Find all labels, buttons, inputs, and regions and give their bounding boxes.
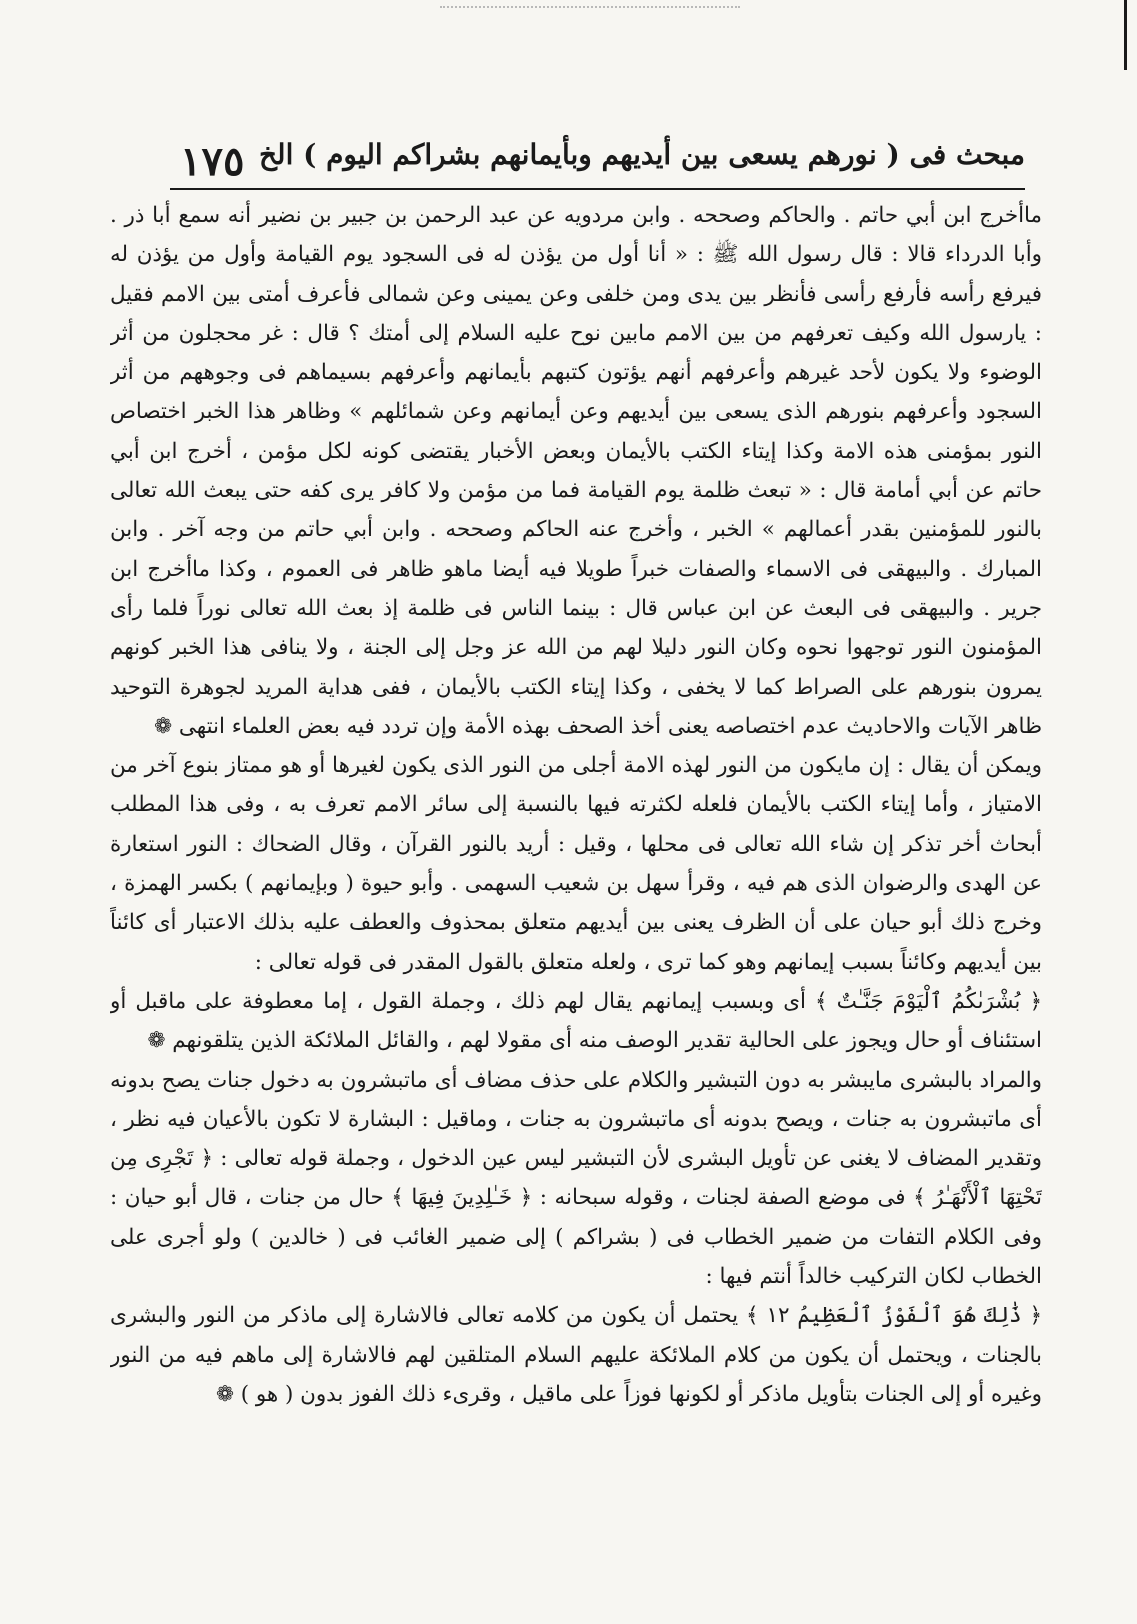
- paragraph: والمراد بالبشرى مايبشر به دون التبشير والكلام على حذف مضاف أى ماتبشرون به دخول جنات يصح بدونه أى ماتبشرون به جنات ، ويصح بدونه أى ماتبشرون به جنات ، وماقيل : البشارة لا تكون بالأعيان فيه نظر ، وتقدير المضاف لا يغنى عن تأويل البشرى لأن التبشير ليس عين الدخول ، وجملة قوله تعالى : ﴿ تَجْرِى مِن تَحْتِهَا ٱلْأَنْهَـٰرُ ﴾ فى موضع الصفة لجنات ، وقوله سبحانه : ﴿ خَـٰلِدِينَ فِيهَا ﴾ حال من جنات ، قال أبو حيان : وفى الكلام التفات من ضمير الخطاب فى ( بشراكم ) إلى ضمير الغائب فى ( خالدين ) ولو أجرى على الخطاب لكان التركيب خالداً أنتم فيها :: [110, 1067, 1042, 1290]
- page-number: ١٧٥: [180, 138, 245, 185]
- page-header: [170, 138, 1025, 188]
- paragraph: ﴿ بُشْرَىٰكُمُ ٱلْيَوْمَ جَنَّـٰتٌ ﴾ أى وبسبب إيمانهم يقال لهم ذلك ، وجملة القول ، إما معطوفة على ماقبل أو استئناف أو حال ويجوز على الحالية تقدير الوصف منه أى مقولا لهم ، والقائل الملائكة الذين يتلقونهم ❁: [110, 988, 1042, 1054]
- body-text: [110, 196, 1042, 1504]
- running-title: مبحث فى ( نورهم يسعى بين أيديهم وبأيمانهم بشراكم اليوم ) الخ: [258, 138, 1025, 171]
- paragraph: ماأخرج ابن أبي حاتم . والحاكم وصححه . وابن مردويه عن عبد الرحمن بن جبير بن نضير أنه سمع أبا ذر . وأبا الدرداء قالا : قال رسول الله ﷺ : « أنا أول من يؤذن له فى السجود يوم القيامة وأول من يؤذن له فيرفع رأسه فأرفع رأسى فأنظر بين يدى ومن خلفى وعن يمينى وعن شمالى فأعرف أمتى بين الامم فقيل : يارسول الله وكيف تعرفهم من بين الامم مابين نوح عليه السلام إلى أمتك ؟ قال : غر محجلون من أثر الوضوء ولا يكون لأحد غيرهم وأعرفهم أنهم يؤتون كتبهم بأيمانهم وأعرفهم بسيماهم فى وجوههم من أثر السجود وأعرفهم بنورهم الذى يسعى بين أيديهم وعن أيمانهم وعن شمائلهم » وظاهر هذا الخبر اختصاص النور بمؤمنى هذه الامة وكذا إيتاء الكتب بالأيمان وبعض الأخبار يقتضى كونه لكل مؤمن ، أخرج ابن أبي حاتم عن أبي أمامة قال : « تبعث ظلمة يوم القيامة فما من مؤمن ولا كافر يرى كفه حتى يبعث الله تعالى بالنور للمؤمنين بقدر أعمالهم » الخبر ، وأخرج عنه الحاكم وصححه . وابن أبي حاتم من وجه آخر . وابن المبارك . والبيهقى فى الاسماء والصفات خبراً طويلا فيه أيضا ماهو ظاهر فى العموم ، وكذا ماأخرج ابن جرير . والبيهقى فى البعث عن ابن عباس قال : بينما الناس فى ظلمة إذ بعث الله تعالى نوراً فلما رأى المؤمنون النور توجهوا نحوه وكان النور دليلا لهم من الله عز وجل إلى الجنة ، ولا ينافى هذا الخبر كونهم يمرون بنورهم على الصراط كما لا يخفى ، وكذا إيتاء الكتب بالأيمان ، ففى هداية المريد لجوهرة التوحيد ظاهر الآيات والاحاديث عدم اختصاصه يعنى أخذ الصحف بهذه الأمة وإن تردد فيه بعض العلماء انتهى ❁: [110, 203, 1042, 739]
- paragraph: ويمكن أن يقال : إن مايكون من النور لهذه الامة أجلى من النور الذى يكون لغيرها أو هو ممتاز بنوع آخر من الامتياز ، وأما إيتاء الكتب بالأيمان فلعله لكثرته فيها بالنسبة إلى سائر الامم تعرف به ، وفى هذا المطلب أبحاث أخر تذكر إن شاء الله تعالى فى محلها ، وقيل : أريد بالنور القرآن ، وقال الضحاك : النور استعارة عن الهدى والرضوان الذى هم فيه ، وقرأ سهل بن شعيب السهمى . وأبو حيوة ( وبإيمانهم ) بكسر الهمزة ، وخرج ذلك أبو حيان على أن الظرف يعنى بين أيديهم متعلق بمحذوف والعطف عليه بذلك الاعتبار أى كائناً بين أيديهم وكائناً بسبب إيمانهم وهو كما ترى ، ولعله متعلق بالقول المقدر فى قوله تعالى :: [110, 753, 1042, 975]
- header-rule: [170, 188, 1025, 190]
- top-dotted-mark: [440, 6, 740, 12]
- page-edge-mark: [1124, 0, 1127, 70]
- paragraph: ﴿ ذَٰلِكَ هُوَ ٱلْفَوْزُ ٱلْعَظِيمُ ١٢ ﴾ يحتمل أن يكون من كلامه تعالى فالاشارة إلى ماذكر من النور والبشرى بالجنات ، ويحتمل أن يكون من كلام الملائكة عليهم السلام المتلقين لهم فالاشارة إلى ماهم فيه من النور وغيره أو إلى الجنات بتأويل ماذكر أو لكونها فوزاً على ماقيل ، وقرىء ذلك الفوز بدون ( هو ) ❁: [110, 1303, 1042, 1407]
